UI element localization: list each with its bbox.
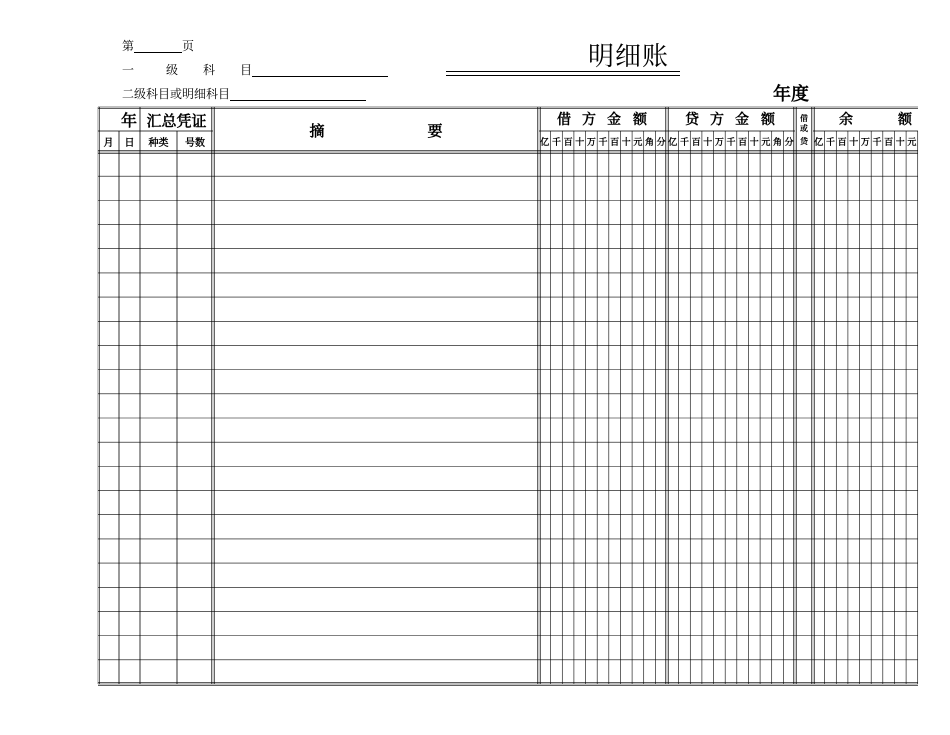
digit-label: 千 <box>679 138 689 148</box>
digit-label: 百 <box>837 138 847 148</box>
digit-label: 千 <box>872 138 882 148</box>
voucher-type-header: 种类 <box>148 138 169 149</box>
debit-header: 额 <box>633 112 647 128</box>
digit-label: 百 <box>738 138 748 148</box>
digit-label: 十 <box>575 138 585 148</box>
digit-label: 十 <box>849 138 859 148</box>
digit-label: 十 <box>895 138 905 148</box>
digit-label: 亿 <box>668 138 678 148</box>
direction-header: 贷 <box>800 136 808 146</box>
debit-header: 金 <box>607 112 621 128</box>
credit-header: 贷 <box>685 112 699 128</box>
digit-label: 万 <box>714 138 724 148</box>
voucher-header: 汇总凭证 <box>146 112 207 130</box>
digit-label: 万 <box>586 138 596 148</box>
summary-header: 要 <box>427 122 443 140</box>
debit-header: 借 <box>557 112 571 128</box>
digit-label: 十 <box>621 138 631 148</box>
level2-subject-label: 二级科目或明细科目 <box>122 87 231 101</box>
level2-subject-line <box>122 87 366 101</box>
month-header: 月 <box>103 138 114 149</box>
page-prefix: 第 <box>122 39 135 53</box>
day-header: 日 <box>124 138 135 149</box>
digit-label: 百 <box>563 138 573 148</box>
year-header: 年 <box>120 111 138 130</box>
digit-label: 千 <box>551 138 561 148</box>
digit-label: 百 <box>884 138 894 148</box>
balance-header: 余 <box>839 112 853 128</box>
digit-label: 千 <box>598 138 608 148</box>
digit-label: 角 <box>645 138 655 148</box>
title-underline <box>446 75 680 76</box>
credit-header: 金 <box>735 112 749 128</box>
digit-label: 百 <box>610 138 620 148</box>
balance-header: 额 <box>898 112 912 128</box>
digit-label: 千 <box>825 138 835 148</box>
digit-label: 元 <box>907 138 917 148</box>
year-label: 年度 <box>773 84 809 105</box>
page-number-line <box>122 39 194 53</box>
digit-label: 十 <box>703 138 713 148</box>
digit-label: 分 <box>656 138 666 148</box>
digit-label: 万 <box>860 138 870 148</box>
page-number-field[interactable] <box>134 40 182 53</box>
voucher-number-header: 号数 <box>185 138 205 149</box>
direction-header: 或 <box>800 123 808 133</box>
digit-label: 十 <box>749 138 759 148</box>
debit-header: 方 <box>582 112 596 128</box>
digit-label: 亿 <box>814 138 824 148</box>
level1-char: 目 <box>240 63 253 77</box>
ledger-title: 明细账 <box>588 42 670 72</box>
level1-subject-line <box>122 63 388 77</box>
digit-label: 亿 <box>540 138 550 148</box>
ledger-grid <box>97 106 919 686</box>
digit-label: 元 <box>633 138 643 148</box>
digit-label: 百 <box>691 138 701 148</box>
direction-header: 借 <box>800 113 808 123</box>
level1-char: 科 <box>203 63 216 77</box>
level1-char: 一 <box>122 63 135 77</box>
digit-label: 分 <box>784 138 794 148</box>
level1-char: 级 <box>166 63 179 77</box>
credit-header: 额 <box>761 112 775 128</box>
title-underline <box>446 71 680 72</box>
digit-label: 千 <box>726 138 736 148</box>
digit-label: 角 <box>773 138 783 148</box>
level1-subject-field[interactable] <box>252 64 388 77</box>
ledger-table <box>97 106 919 686</box>
credit-header: 方 <box>710 112 724 128</box>
digit-label: 元 <box>761 138 771 148</box>
page-suffix: 页 <box>182 39 195 53</box>
summary-header: 摘 <box>309 122 325 140</box>
level2-subject-field[interactable] <box>230 88 366 101</box>
